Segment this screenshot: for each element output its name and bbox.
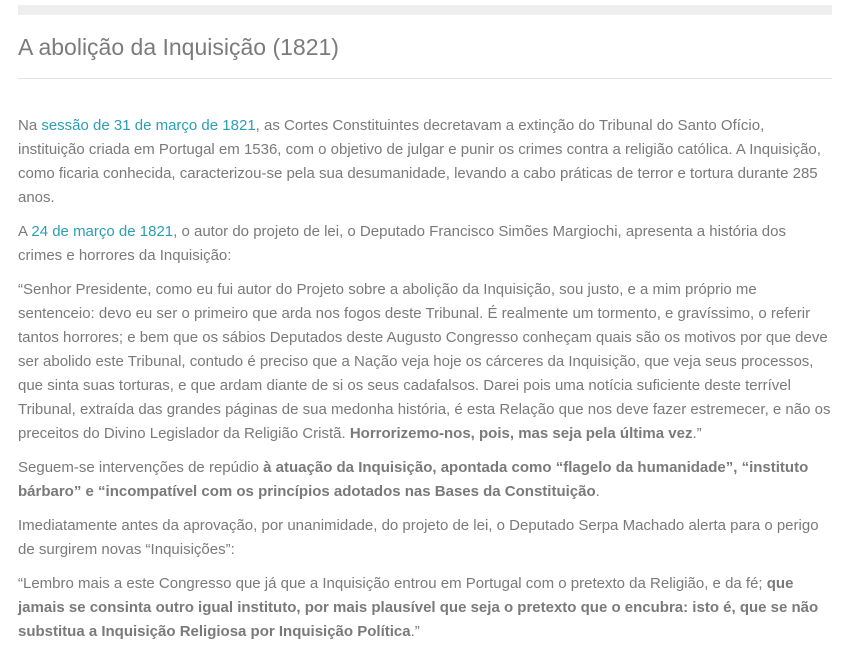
page-title: A abolição da Inquisição (1821) [18,34,339,60]
paragraph-2-text-b: , o autor do projeto de lei, o Deputado Francisco Simões Margiochi, apresenta a história dos crimes e horrores da Inquisição: [18,223,786,264]
paragraph-2 [18,220,832,268]
paragraph-6-text-b: .” [410,623,420,640]
paragraph-3-text-b: .” [692,425,702,442]
paragraph-1-text-b: , as Cortes Constituintes decretavam a extinção do Tribunal do Santo Ofício, instituição criada em Portugal em 1536, com o objetivo de julgar e punir os crimes contra a religião católica. A Inquisição, como ficaria conhecida, caracterizou-se pela sua desumanidade, levando a cabo práticas de terror e tortura durante 285 anos. [18,117,821,206]
article-body [18,114,832,654]
session-24-march-link[interactable]: 24 de março de 1821 [31,223,174,240]
paragraph-4-text-b: . [595,483,600,500]
paragraph-1-text-a: Na [18,117,42,134]
session-31-march-link[interactable]: sessão de 31 de março de 1821 [41,117,256,134]
paragraph-1 [18,114,832,210]
paragraph-3-text-a: “Senhor Presidente, como eu fui autor do Projeto sobre a abolição da Inquisição, sou justo, e a mim próprio me sentenceio: devo eu ser o primeiro que arda nos fogos deste Tribunal. É realmente um tormento, e gravíssimo, o referir tantos horrores; e bem que os sábios Deputados deste Augusto Congresso conheçam quais são os motivos por que deve ser abolido este Tribunal, contudo é preciso que a Nação veja hoje os cárceres da Inquisição, que veja seus processos, que sinta suas torturas, e que ardam diante de si os seus cadafalsos. Darei pois uma notícia suficiente deste terrível Tribunal, extraída das grandes páginas de sua medonha história, é esta Relação que nos deve fazer estremecer, e não os preceitos do Divino Legislador da Religião Cristã. [18,281,831,442]
paragraph-4-text-a: Seguem-se intervenções de repúdio [18,459,264,476]
paragraph-3-quote [18,278,832,446]
paragraph-6-quote [18,572,832,644]
paragraph-6-text-a: “Lembro mais a este Congresso que já que a Inquisição entrou em Portugal com o pretexto da Religião, e da fé; [18,575,767,592]
paragraph-6-bold: que jamais se consinta outro igual instituto, por mais plausível que seja o pretexto que o encubra: isto é, que se não substitua a Inquisição Religiosa por Inquisição Política [18,575,819,640]
paragraph-5-text: Imediatamente antes da aprovação, por unanimidade, do projeto de lei, o Deputado Serpa Machado alerta para o perigo de surgirem novas “Inquisições”: [18,517,819,558]
paragraph-4-bold: à atuação da Inquisição, apontada como “flagelo da humanidade”, “instituto bárbaro” e “incompatível com os princípios adotados nas Bases da Constituição [18,459,809,500]
paragraph-4 [18,456,832,504]
paragraph-3-bold: Horrorizemo-nos, pois, mas seja pela última vez [349,425,693,442]
top-bar [18,5,832,15]
paragraph-5 [18,514,832,562]
title-divider [18,78,832,79]
paragraph-2-text-a: A [18,223,32,240]
